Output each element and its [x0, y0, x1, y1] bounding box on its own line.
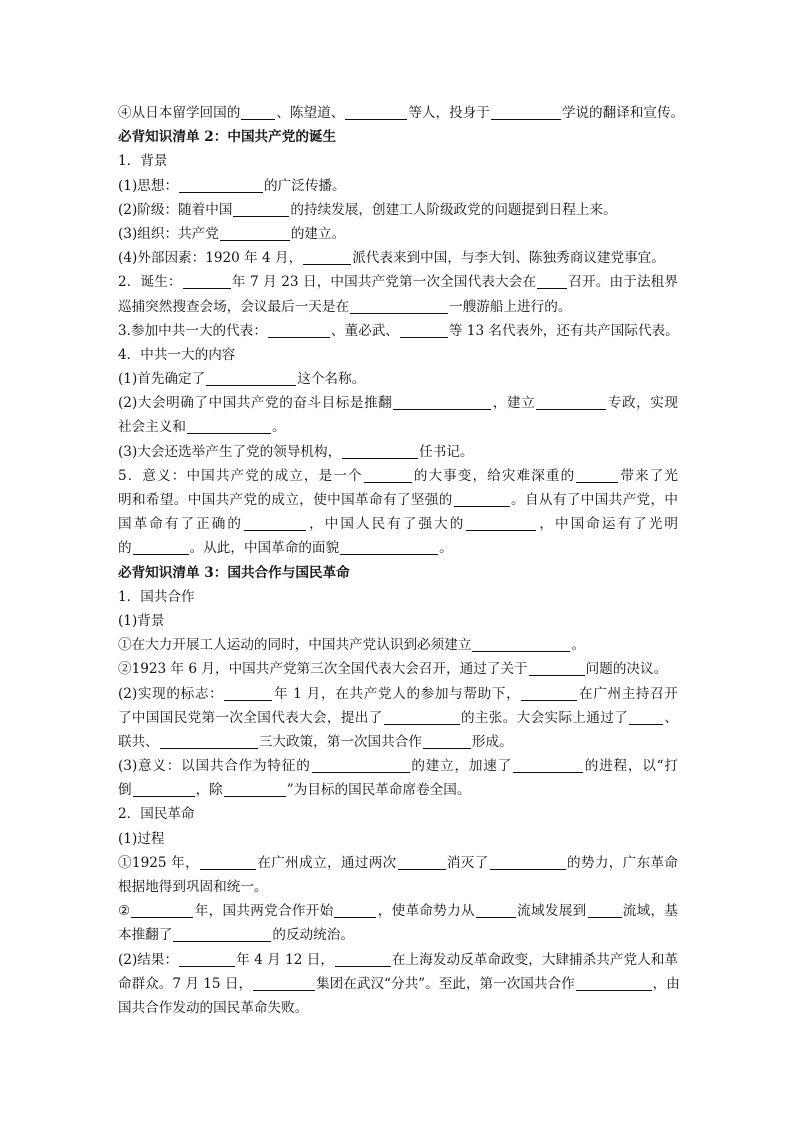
- text-segment: 。从此，中国革命的面貌: [189, 540, 340, 557]
- text-segment: 年，国共两党合作开始: [194, 903, 334, 920]
- fill-in-blank: [342, 444, 418, 459]
- text-segment: 消灭了: [446, 854, 489, 871]
- text-line: [118, 730, 678, 754]
- text-segment: 这个名称。: [297, 371, 366, 388]
- text-segment: ，中国人民有了强大的: [307, 516, 466, 533]
- fill-in-blank: [233, 202, 289, 217]
- fill-in-blank: [364, 468, 412, 483]
- text-segment: 的大事变，给灾难深重的: [412, 467, 576, 484]
- text-line: [118, 440, 678, 464]
- fill-in-blank: [350, 299, 448, 314]
- text-segment: (2)结果：: [118, 951, 179, 968]
- text-segment: 2．诞生：: [118, 274, 182, 291]
- fill-in-blank: [454, 492, 510, 507]
- text-segment: ②: [118, 903, 131, 920]
- text-line: [118, 851, 678, 875]
- text-segment: ②1923 年 6 月，中国共产党第三次全国代表大会召开，通过了关于: [118, 661, 528, 678]
- fill-in-blank: [491, 105, 561, 120]
- fill-in-blank: [183, 274, 231, 289]
- fill-in-blank: [423, 734, 471, 749]
- fill-in-blank: [476, 903, 516, 918]
- text-segment: (3)意义：以国共合作为特征的: [118, 758, 311, 775]
- fill-in-blank: [576, 976, 652, 991]
- text-line: [118, 415, 678, 439]
- text-segment: 的建立，加速了: [410, 758, 513, 775]
- text-line: [118, 802, 678, 826]
- fill-in-blank: [398, 855, 446, 870]
- text-segment: 年 4 月 12 日，: [236, 951, 334, 968]
- text-segment: 、董必武、: [330, 322, 399, 339]
- fill-in-blank: [629, 710, 663, 725]
- text-segment: (3)组织：共产党: [118, 225, 219, 242]
- text-line: [118, 343, 678, 367]
- section-heading: [118, 561, 678, 585]
- text-segment: 的广泛传播。: [264, 177, 346, 194]
- text-segment: 倒: [118, 782, 132, 799]
- fill-in-blank: [133, 782, 195, 797]
- fill-in-blank: [521, 686, 577, 701]
- text-segment: (2)阶级：随着中国: [118, 201, 233, 218]
- text-segment: 问题的决议。: [585, 661, 668, 678]
- fill-in-blank: [303, 250, 351, 265]
- text-line: [118, 246, 678, 270]
- fill-in-blank: [224, 686, 272, 701]
- fill-in-blank: [253, 976, 315, 991]
- text-line: [118, 512, 678, 536]
- text-segment: 专政，实现: [607, 395, 678, 412]
- text-segment: 带来了光: [619, 467, 679, 484]
- text-segment: 在上海发动反革命政变，大肆捕杀共产党人和革: [391, 951, 678, 968]
- text-line: [118, 923, 678, 947]
- text-line: [118, 149, 678, 173]
- text-line: [118, 295, 678, 319]
- fill-in-blank: [384, 710, 460, 725]
- text-segment: 的持续发展，创建工人阶级政党的问题提到日程上来。: [290, 201, 617, 218]
- fill-in-blank: [472, 637, 570, 652]
- text-line: [118, 174, 678, 198]
- text-segment: (1)过程: [118, 830, 165, 847]
- text-segment: 。: [439, 540, 453, 557]
- text-line: [118, 270, 678, 294]
- text-segment: 等 13 名代表外，还有共产国际代表。: [448, 322, 679, 339]
- text-line: [118, 633, 678, 657]
- fill-in-blank: [220, 226, 290, 241]
- text-segment: 一艘游船上进行的。: [449, 298, 572, 315]
- text-line: [118, 222, 678, 246]
- fill-in-blank: [529, 661, 585, 676]
- text-segment: 形成。: [471, 733, 513, 750]
- text-segment: ，由: [652, 975, 680, 992]
- text-segment: 学说的翻译和宣传。: [561, 105, 685, 121]
- text-segment: 1．国共合作: [118, 588, 195, 605]
- text-line: [118, 198, 678, 222]
- text-segment: 流域发展到: [516, 903, 587, 920]
- text-line: [118, 391, 678, 415]
- text-line: [118, 319, 678, 343]
- text-segment: 命群众。7 月 15 日，: [118, 975, 253, 992]
- text-segment: 了中国国民党第一次全国代表大会，提出了: [118, 709, 383, 726]
- text-segment: 三大政策，第一次国共合作: [258, 733, 422, 750]
- text-segment: (3)大会还选举产生了党的领导机构，: [118, 443, 342, 460]
- text-line: [118, 682, 678, 706]
- fill-in-blank: [133, 540, 189, 555]
- text-segment: (1)背景: [118, 612, 165, 629]
- text-line: [118, 367, 678, 391]
- fill-in-blank: [536, 395, 606, 410]
- text-segment: 。: [271, 419, 286, 436]
- text-segment: 。: [571, 637, 586, 654]
- fill-in-blank: [576, 468, 618, 483]
- text-segment: 的反动统治。: [272, 927, 354, 944]
- text-line: [118, 464, 678, 488]
- text-segment: (1)首先确定了: [118, 371, 206, 388]
- text-segment: 的势力，广东革命: [566, 854, 679, 871]
- text-segment: 国共合作发动的国民革命失败。: [118, 999, 309, 1016]
- text-line: [118, 899, 678, 923]
- fill-in-blank: [537, 274, 567, 289]
- text-line: [118, 972, 678, 996]
- fill-in-blank: [179, 952, 235, 967]
- fill-in-blank: [179, 178, 263, 193]
- text-line: [118, 996, 678, 1020]
- text-segment: 的: [118, 540, 132, 557]
- fill-in-blank: [588, 903, 622, 918]
- text-segment: ，使革命势力从: [377, 903, 475, 920]
- text-segment: 召开。由于法租界: [568, 274, 679, 291]
- fill-in-blank: [393, 395, 491, 410]
- fill-in-blank: [173, 927, 271, 942]
- text-segment: ④从日本留学回国的: [118, 105, 241, 121]
- text-segment: 巡捕突然搜查会场，会议最后一天是在: [118, 298, 350, 315]
- text-segment: 本推翻了: [118, 927, 173, 944]
- text-segment: 年 7 月 23 日，中国共产党第一次全国代表大会在: [231, 274, 537, 291]
- text-line: [118, 609, 678, 633]
- text-segment: 2．国民革命: [118, 806, 195, 823]
- fill-in-blank: [312, 758, 410, 773]
- text-segment: 必背知识清单 2：中国共产党的诞生: [118, 129, 337, 146]
- text-segment: 的建立。: [290, 225, 346, 242]
- text-line: [118, 657, 678, 681]
- fill-in-blank: [466, 516, 536, 531]
- text-segment: 4．中共一大的内容: [118, 346, 236, 363]
- text-segment: 在广州成立，通过两次: [257, 854, 397, 871]
- text-line: [118, 754, 678, 778]
- text-segment: 在广州主持召开: [578, 685, 679, 702]
- fill-in-blank: [268, 323, 330, 338]
- text-segment: 年 1 月，在共产党人的参加与帮助下，: [273, 685, 521, 702]
- text-segment: 的主张。大会实际上通过了: [460, 709, 629, 726]
- text-segment: 根据地得到巩固和统一。: [118, 879, 268, 895]
- text-segment: ”为目标的国民革命席卷全国。: [286, 782, 471, 799]
- text-line: [118, 706, 678, 730]
- text-line: [118, 488, 678, 512]
- text-line: [118, 778, 678, 802]
- fill-in-blank: [340, 540, 438, 555]
- text-segment: 任书记。: [419, 443, 474, 460]
- fill-in-blank: [513, 758, 583, 773]
- fill-in-blank: [334, 903, 376, 918]
- text-segment: ①在大力开展工人运动的同时，中国共产党认识到必须建立: [118, 637, 472, 654]
- text-segment: ，中国命运有了光明: [537, 516, 679, 533]
- text-segment: (2)实现的标志：: [118, 685, 224, 702]
- text-segment: (2)大会明确了中国共产党的奋斗目标是推翻: [118, 395, 393, 412]
- text-segment: 流域，基: [622, 903, 679, 920]
- text-segment: ①1925 年，: [118, 854, 200, 871]
- text-segment: 社会主义和: [118, 419, 186, 436]
- text-line: [118, 101, 685, 125]
- text-segment: 的进程，以“打: [584, 758, 679, 775]
- fill-in-blank: [200, 855, 256, 870]
- text-segment: (4)外部因素：1920 年 4 月，: [118, 250, 303, 267]
- fill-in-blank: [345, 105, 407, 120]
- text-line: [118, 948, 678, 972]
- text-segment: (1)思想：: [118, 177, 179, 194]
- section-heading: [118, 125, 678, 149]
- text-segment: 。自从有了中国共产党，中: [510, 492, 679, 508]
- document-body: [118, 101, 685, 1020]
- fill-in-blank: [206, 371, 296, 386]
- fill-in-blank: [241, 105, 275, 120]
- fill-in-blank: [187, 419, 271, 434]
- text-segment: 集团在武汉“分共”。至此，第一次国共合作: [316, 975, 575, 992]
- text-segment: 、陈望道、: [276, 105, 345, 121]
- text-segment: 5．意义：中国共产党的成立，是一个: [118, 467, 363, 484]
- fill-in-blank: [335, 952, 391, 967]
- text-segment: 1．背景: [118, 153, 168, 170]
- text-segment: 必背知识清单 3：国共合作与国民革命: [118, 564, 350, 581]
- fill-in-blank: [490, 855, 566, 870]
- text-line: [118, 875, 678, 899]
- fill-in-blank: [244, 516, 306, 531]
- fill-in-blank: [160, 734, 258, 749]
- text-segment: 派代表来到中国，与李大钊、陈独秀商议建党事宜。: [352, 250, 665, 267]
- text-segment: ，除: [195, 782, 223, 799]
- text-line: [118, 827, 678, 851]
- text-segment: 3.参加中共一大的代表：: [118, 322, 267, 339]
- text-segment: 国革命有了正确的: [118, 516, 244, 533]
- text-segment: 、: [664, 709, 679, 726]
- fill-in-blank: [131, 903, 193, 918]
- text-segment: ，建立: [492, 395, 536, 412]
- text-segment: 等人，投身于: [408, 105, 490, 121]
- fill-in-blank: [224, 782, 286, 797]
- text-line: [118, 585, 678, 609]
- text-segment: 明和希望。中国共产党的成立，使中国革命有了坚强的: [118, 492, 453, 508]
- fill-in-blank: [400, 323, 448, 338]
- text-line: [118, 536, 678, 560]
- text-segment: 联共、: [118, 733, 159, 750]
